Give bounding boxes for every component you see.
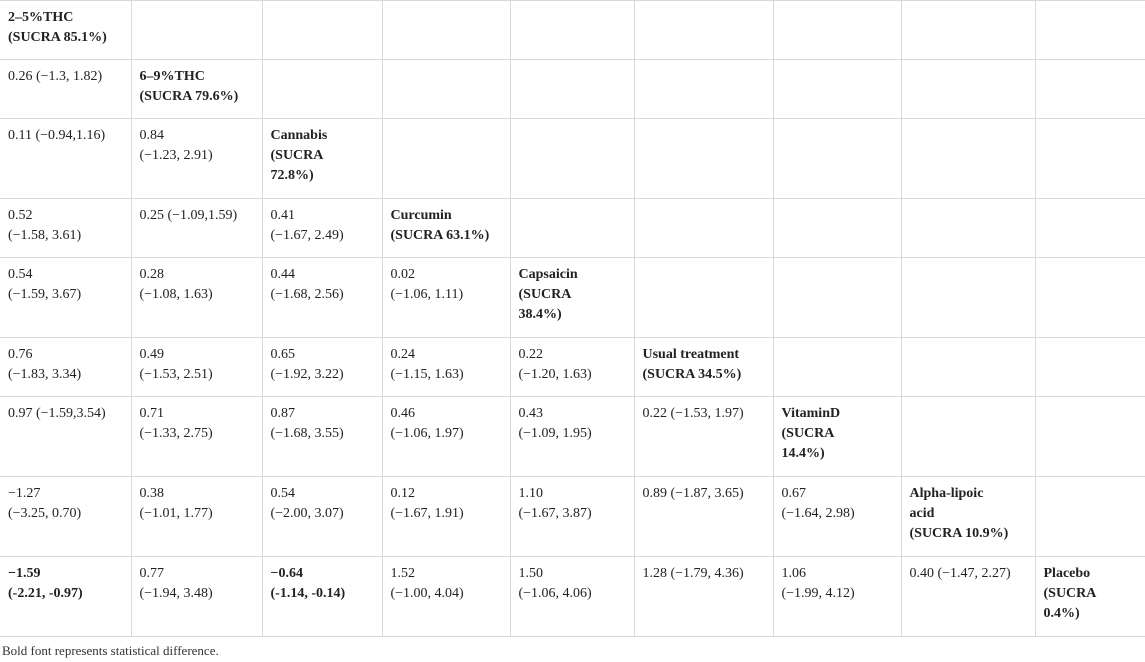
estimate-cell bbox=[773, 477, 901, 557]
cell-text-line: 38.4%) bbox=[518, 307, 562, 322]
cell-text-line: (−1.92, 3.22) bbox=[270, 367, 344, 382]
cell-text-line: 0.89 (−1.87, 3.65) bbox=[642, 486, 744, 501]
treatment-sucra-cell bbox=[773, 397, 901, 477]
cell-text-line: −1.27 bbox=[8, 486, 41, 501]
cell-text-line: (−1.06, 1.11) bbox=[390, 287, 464, 302]
cell-text-line: 0.28 bbox=[139, 267, 164, 282]
table-cell-empty bbox=[634, 199, 773, 258]
cell-text-line: 0.84 bbox=[139, 128, 164, 143]
table-cell-empty bbox=[634, 1, 773, 60]
cell-text-line: 0.76 bbox=[8, 347, 33, 362]
table-cell-empty bbox=[382, 1, 510, 60]
cell-text-line: 2–5%THC bbox=[8, 10, 74, 25]
cell-text-line: acid bbox=[909, 506, 935, 521]
table-row bbox=[0, 199, 1145, 258]
cell-text-line: 0.26 (−1.3, 1.82) bbox=[8, 69, 103, 84]
estimate-cell bbox=[382, 477, 510, 557]
table-cell-empty bbox=[773, 338, 901, 397]
cell-text-line: Curcumin bbox=[390, 208, 452, 223]
cell-text-line: (SUCRA 34.5%) bbox=[642, 367, 742, 382]
treatment-sucra-cell bbox=[510, 258, 634, 338]
cell-text-line: 0.46 bbox=[390, 406, 415, 421]
table-cell-empty bbox=[1035, 258, 1145, 338]
cell-text-line: 1.06 bbox=[781, 566, 806, 581]
estimate-cell bbox=[0, 258, 131, 338]
table-cell-empty bbox=[901, 119, 1035, 199]
table-cell-empty bbox=[773, 119, 901, 199]
treatment-sucra-cell bbox=[0, 1, 131, 60]
cell-text-line: 0.25 (−1.09,1.59) bbox=[139, 208, 238, 223]
table-row bbox=[0, 119, 1145, 199]
table-cell-empty bbox=[901, 397, 1035, 477]
table-row bbox=[0, 338, 1145, 397]
cell-text-line: 1.28 (−1.79, 4.36) bbox=[642, 566, 744, 581]
cell-text-line: (SUCRA bbox=[270, 148, 324, 163]
estimate-cell bbox=[0, 477, 131, 557]
table-cell-empty bbox=[901, 60, 1035, 119]
cell-text-line: −1.59 bbox=[8, 566, 41, 581]
significant-estimate-cell bbox=[262, 557, 382, 637]
cell-text-line: (−1.67, 1.91) bbox=[390, 506, 464, 521]
treatment-sucra-cell bbox=[901, 477, 1035, 557]
cell-text-line: Capsaicin bbox=[518, 267, 578, 282]
cell-text-line: 0.52 bbox=[8, 208, 33, 223]
table-cell-empty bbox=[262, 60, 382, 119]
cell-text-line: (SUCRA 85.1%) bbox=[8, 30, 107, 45]
estimate-cell bbox=[382, 557, 510, 637]
cell-text-line: (−3.25, 0.70) bbox=[8, 506, 82, 521]
cell-text-line: (SUCRA 79.6%) bbox=[139, 89, 239, 104]
table-cell-empty bbox=[901, 338, 1035, 397]
table-row bbox=[0, 397, 1145, 477]
table-cell-empty bbox=[773, 60, 901, 119]
significant-estimate-cell bbox=[0, 557, 131, 637]
table-row bbox=[0, 1, 1145, 60]
treatment-sucra-cell bbox=[1035, 557, 1145, 637]
estimate-cell bbox=[0, 60, 131, 119]
estimate-cell bbox=[131, 119, 262, 199]
table-row bbox=[0, 258, 1145, 338]
estimate-cell bbox=[131, 397, 262, 477]
cell-text-line: (−1.15, 1.63) bbox=[390, 367, 464, 382]
cell-text-line: 0.22 (−1.53, 1.97) bbox=[642, 406, 744, 421]
cell-text-line: 1.52 bbox=[390, 566, 415, 581]
table-cell-empty bbox=[1035, 397, 1145, 477]
treatment-sucra-cell bbox=[131, 60, 262, 119]
cell-text-line: (−1.67, 3.87) bbox=[518, 506, 592, 521]
cell-text-line: (−2.00, 3.07) bbox=[270, 506, 344, 521]
table-cell-empty bbox=[634, 119, 773, 199]
cell-text-line: (−1.99, 4.12) bbox=[781, 586, 855, 601]
cell-text-line: 6–9%THC bbox=[139, 69, 205, 84]
estimate-cell bbox=[262, 199, 382, 258]
table-cell-empty bbox=[510, 60, 634, 119]
estimate-cell bbox=[382, 338, 510, 397]
cell-text-line: 0.97 (−1.59,3.54) bbox=[8, 406, 106, 421]
cell-text-line: 1.10 bbox=[518, 486, 543, 501]
treatment-sucra-cell bbox=[634, 338, 773, 397]
estimate-cell bbox=[510, 477, 634, 557]
table-cell-empty bbox=[634, 60, 773, 119]
cell-text-line: (SUCRA 63.1%) bbox=[390, 228, 490, 243]
table-cell-empty bbox=[1035, 60, 1145, 119]
treatment-sucra-cell bbox=[262, 119, 382, 199]
table-cell-empty bbox=[1035, 477, 1145, 557]
cell-text-line: VitaminD bbox=[781, 406, 841, 421]
cell-text-line: (−1.58, 3.61) bbox=[8, 228, 82, 243]
cell-text-line: −0.64 bbox=[270, 566, 303, 581]
cell-text-line: 0.22 bbox=[518, 347, 543, 362]
estimate-cell bbox=[773, 557, 901, 637]
table-cell-empty bbox=[634, 258, 773, 338]
cell-text-line: Usual treatment bbox=[642, 347, 740, 362]
table-cell-empty bbox=[510, 119, 634, 199]
cell-text-line: 0.65 bbox=[270, 347, 295, 362]
cell-text-line: 0.44 bbox=[270, 267, 295, 282]
estimate-cell bbox=[131, 199, 262, 258]
table-cell-empty bbox=[773, 258, 901, 338]
table-cell-empty bbox=[382, 119, 510, 199]
estimate-cell bbox=[0, 199, 131, 258]
table-cell-empty bbox=[1035, 1, 1145, 60]
cell-text-line: (−1.00, 4.04) bbox=[390, 586, 464, 601]
cell-text-line: (−1.06, 4.06) bbox=[518, 586, 592, 601]
cell-text-line: Alpha-lipoic bbox=[909, 486, 984, 501]
cell-text-line: (SUCRA bbox=[1043, 586, 1097, 601]
table-cell-empty bbox=[262, 1, 382, 60]
cell-text-line: 0.24 bbox=[390, 347, 415, 362]
cell-text-line: (−1.20, 1.63) bbox=[518, 367, 592, 382]
cell-text-line: (−1.09, 1.95) bbox=[518, 426, 592, 441]
cell-text-line: 1.50 bbox=[518, 566, 543, 581]
estimate-cell bbox=[510, 557, 634, 637]
cell-text-line: 0.49 bbox=[139, 347, 164, 362]
table-cell-empty bbox=[1035, 119, 1145, 199]
cell-text-line: 0.4%) bbox=[1043, 606, 1080, 621]
estimate-cell bbox=[901, 557, 1035, 637]
estimate-cell bbox=[0, 119, 131, 199]
cell-text-line: (−1.59, 3.67) bbox=[8, 287, 82, 302]
cell-text-line: (−1.01, 1.77) bbox=[139, 506, 213, 521]
cell-text-line: Placebo bbox=[1043, 566, 1091, 581]
cell-text-line: 72.8%) bbox=[270, 168, 314, 183]
estimate-cell bbox=[262, 338, 382, 397]
table-cell-empty bbox=[773, 199, 901, 258]
cell-text-line: (−1.08, 1.63) bbox=[139, 287, 213, 302]
cell-text-line: 0.40 (−1.47, 2.27) bbox=[909, 566, 1011, 581]
cell-text-line: (SUCRA 10.9%) bbox=[909, 526, 1009, 541]
table-row bbox=[0, 60, 1145, 119]
estimate-cell bbox=[634, 397, 773, 477]
table-cell-empty bbox=[510, 1, 634, 60]
cell-text-line: 0.67 bbox=[781, 486, 806, 501]
estimate-cell bbox=[131, 338, 262, 397]
estimate-cell bbox=[510, 397, 634, 477]
cell-text-line: (−1.68, 3.55) bbox=[270, 426, 344, 441]
table-cell-empty bbox=[901, 258, 1035, 338]
cell-text-line: 0.02 bbox=[390, 267, 415, 282]
cell-text-line: (−1.64, 2.98) bbox=[781, 506, 855, 521]
cell-text-line: 0.77 bbox=[139, 566, 164, 581]
cell-text-line: 0.71 bbox=[139, 406, 164, 421]
cell-text-line: Cannabis bbox=[270, 128, 328, 143]
cell-text-line: 0.11 (−0.94,1.16) bbox=[8, 128, 106, 143]
table-cell-empty bbox=[382, 60, 510, 119]
estimate-cell bbox=[131, 557, 262, 637]
cell-text-line: (−1.33, 2.75) bbox=[139, 426, 213, 441]
table-row bbox=[0, 557, 1145, 637]
table-footnote: Bold font represents statistical difference. bbox=[2, 643, 219, 658]
cell-text-line: (-2.21, -0.97) bbox=[8, 586, 83, 601]
cell-text-line: 0.43 bbox=[518, 406, 543, 421]
cell-text-line: 0.54 bbox=[8, 267, 33, 282]
estimate-cell bbox=[131, 477, 262, 557]
cell-text-line: (SUCRA bbox=[518, 287, 572, 302]
estimate-cell bbox=[634, 557, 773, 637]
table-cell-empty bbox=[773, 1, 901, 60]
cell-text-line: (−1.67, 2.49) bbox=[270, 228, 344, 243]
cell-text-line: (−1.06, 1.97) bbox=[390, 426, 464, 441]
table-cell-empty bbox=[131, 1, 262, 60]
table-cell-empty bbox=[1035, 199, 1145, 258]
cell-text-line: (−1.83, 3.34) bbox=[8, 367, 82, 382]
table-cell-empty bbox=[901, 1, 1035, 60]
table-row bbox=[0, 477, 1145, 557]
estimate-cell bbox=[510, 338, 634, 397]
cell-text-line: (-1.14, -0.14) bbox=[270, 586, 346, 601]
cell-text-line: 0.12 bbox=[390, 486, 415, 501]
estimate-cell bbox=[0, 338, 131, 397]
cell-text-line: 14.4%) bbox=[781, 446, 825, 461]
estimate-cell bbox=[262, 258, 382, 338]
cell-text-line: 0.87 bbox=[270, 406, 295, 421]
estimate-cell bbox=[131, 258, 262, 338]
estimate-cell bbox=[634, 477, 773, 557]
cell-text-line: (SUCRA bbox=[781, 426, 835, 441]
cell-text-line: (−1.23, 2.91) bbox=[139, 148, 213, 163]
table-cell-empty bbox=[1035, 338, 1145, 397]
estimate-cell bbox=[382, 258, 510, 338]
cell-text-line: (−1.53, 2.51) bbox=[139, 367, 213, 382]
cell-text-line: 0.41 bbox=[270, 208, 295, 223]
cell-text-line: 0.54 bbox=[270, 486, 295, 501]
estimate-cell bbox=[262, 477, 382, 557]
treatment-sucra-cell bbox=[382, 199, 510, 258]
table-cell-empty bbox=[510, 199, 634, 258]
cell-text-line: (−1.68, 2.56) bbox=[270, 287, 344, 302]
estimate-cell bbox=[382, 397, 510, 477]
table-cell-empty bbox=[901, 199, 1035, 258]
estimate-cell bbox=[0, 397, 131, 477]
cell-text-line: (−1.94, 3.48) bbox=[139, 586, 213, 601]
cell-text-line: 0.38 bbox=[139, 486, 164, 501]
estimate-cell bbox=[262, 397, 382, 477]
